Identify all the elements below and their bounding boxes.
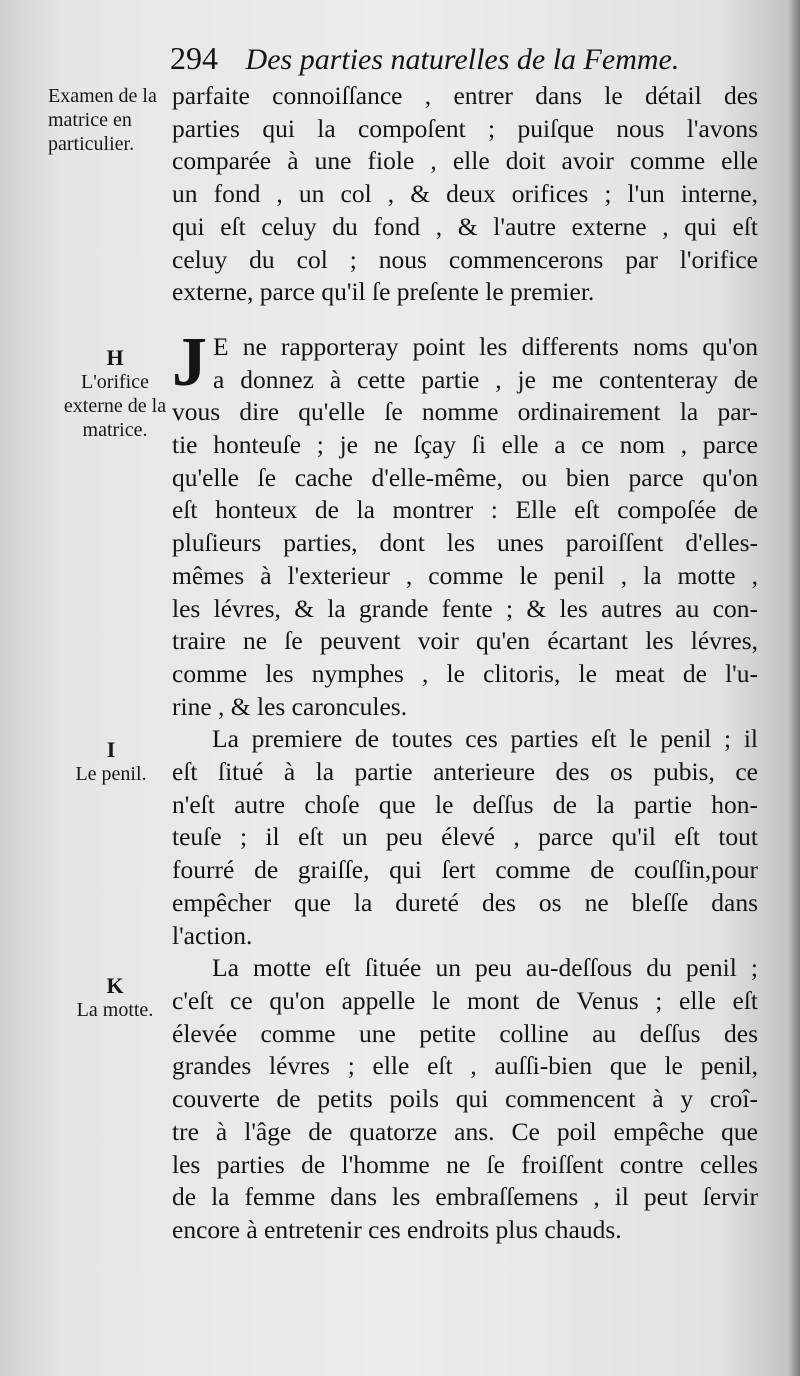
text-line: élevée comme une petite colline au deſſus des — [172, 1018, 758, 1048]
text-line: les parties de l'homme ne ſe froiſſent contre celles — [172, 1149, 758, 1179]
margin-note-text: La motte. — [76, 999, 154, 1021]
page-number: 294 — [170, 40, 218, 76]
text-line: E ne rapporteray point les differents noms qu'on — [213, 331, 758, 361]
margin-note-letter: I — [106, 737, 116, 762]
running-title: Des parties naturelles de la Femme. — [245, 43, 680, 76]
text-line: a donnez à cette partie , je me contenteray de — [213, 364, 758, 394]
margin-note-text: Le penil. — [75, 763, 147, 785]
paragraph-1 — [172, 80, 758, 309]
text-line: c'eſt ce qu'on appelle le mont de Venus ; elle eſt — [172, 985, 758, 1015]
text-line: La premiere de toutes ces parties eſt le penil ; il — [212, 724, 758, 754]
text-line: parties qui la compoſent ; puiſque nous l'avons — [172, 113, 758, 143]
text-line: vous dire qu'elle ſe nomme ordinairement la par- — [172, 397, 758, 427]
text-line: parfaite connoiſſance , entrer dans le détail des — [172, 81, 758, 110]
text-line: celuy du col ; nous commencerons par l'orifice — [172, 244, 758, 274]
text-line: externe, parce qu'il ſe preſente le premier. — [172, 277, 595, 307]
text-line: fourré de graiſſe, qui ſert comme de couſſin,pour — [172, 855, 758, 885]
margin-note-examen — [48, 84, 168, 156]
text-line: n'eſt autre choſe que le deſſus de la partie hon- — [172, 789, 758, 819]
paragraph-3 — [172, 723, 758, 952]
body-text — [172, 80, 758, 1247]
text-line: eſt ſitué à la partie anterieure des os pubis, ce — [172, 757, 758, 787]
text-line: qu'elle ſe cache d'elle-même, ou bien parce qu'on — [172, 462, 758, 492]
text-line: tie honteuſe ; je ne ſçay ſi elle a ce nom , parce — [172, 430, 758, 460]
margin-note-text: L'orifice externe de la matrice. — [63, 371, 167, 441]
text-line: empêcher que la dureté des os ne bleſſe dans — [172, 887, 758, 917]
running-head — [170, 38, 730, 80]
drop-cap: J — [172, 323, 207, 401]
text-line: La motte eſt ſituée un peu au-deſſous du penil ; — [212, 953, 758, 983]
text-line: teuſe ; il eſt un peu élevé , parce qu'il eſt tout — [172, 822, 758, 852]
text-line: eſt honteux de la montrer : Elle eſt compoſée de — [172, 495, 758, 525]
margin-note-letter: K — [106, 973, 124, 998]
text-line: un fond , un col , & deux orifices ; l'un interne, — [172, 179, 758, 209]
text-line: l'action. — [172, 920, 253, 950]
text-line: comme les nymphes , le clitoris, le meat de l'u- — [172, 658, 758, 688]
text-line: encore à entretenir ces endroits plus chauds. — [172, 1214, 622, 1244]
text-line: les lévres, & la grande fente ; & les autres au con- — [172, 593, 758, 623]
text-line: qui eſt celuy du fond , & l'autre externe , qui eſt — [172, 211, 758, 241]
paragraph-2 — [172, 323, 758, 723]
margin-note-text: Examen de la matrice en particulier. — [48, 85, 157, 155]
text-line: de la femme dans les embraſſemens , il peut ſervir — [172, 1182, 758, 1212]
margin-note-letter: H — [106, 345, 124, 370]
text-line: mêmes à l'exterieur , comme le penil , la motte , — [172, 560, 758, 590]
text-line: rine , & les caroncules. — [172, 691, 408, 721]
text-line: comparée à une fiole , elle doit avoir comme elle — [172, 146, 758, 176]
margin-note-penil — [56, 738, 166, 786]
margin-note-motte — [56, 974, 174, 1022]
margin-note-orifice — [60, 346, 170, 442]
text-line: tre à l'âge de quatorze ans. Ce poil empêche que — [172, 1116, 758, 1146]
text-line: pluſieurs parties, dont les unes paroiſſent d'elles- — [172, 528, 758, 558]
text-line: traire ne ſe peuvent voir qu'en écartant les lévres, — [172, 626, 758, 656]
paragraph-4 — [172, 952, 758, 1246]
text-line: couverte de petits poils qui commencent à y croî- — [172, 1084, 758, 1114]
text-line: grandes lévres ; elle eſt , auſſi-bien que le penil, — [172, 1051, 758, 1081]
